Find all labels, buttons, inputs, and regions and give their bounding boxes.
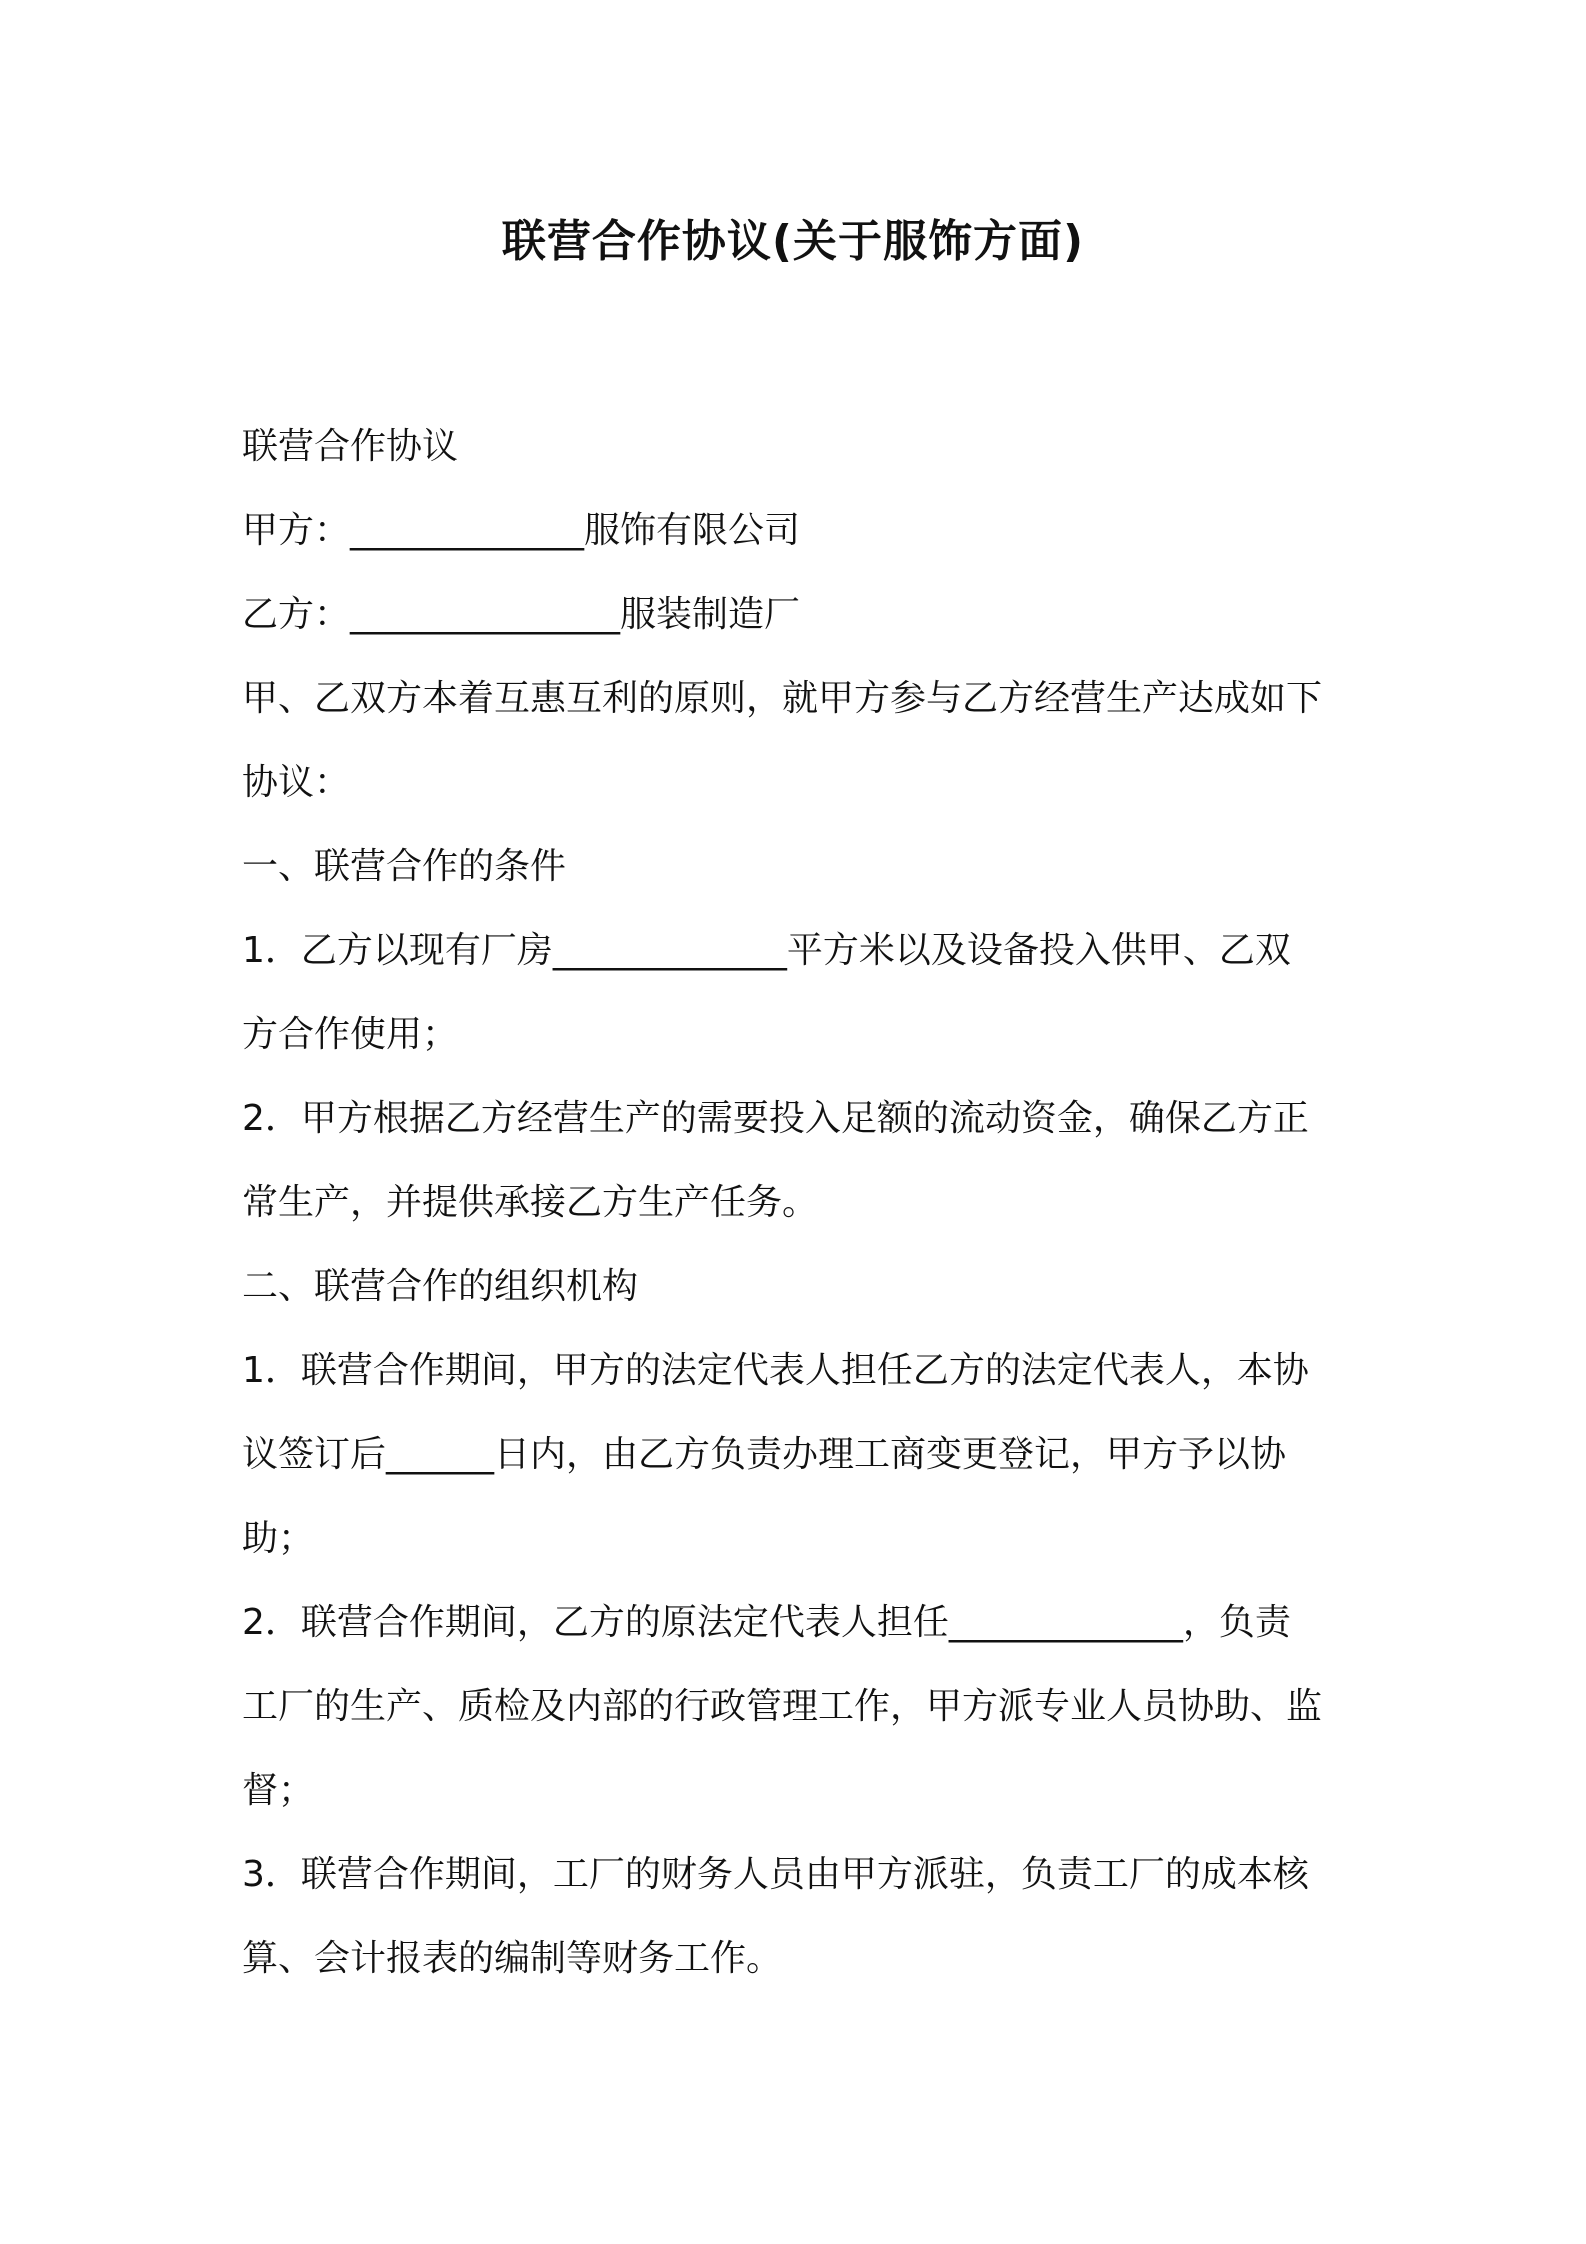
- text-line: 议签订后______日内，由乙方负责办理工商变更登记，甲方予以协: [242, 1434, 1287, 1475]
- text-line: 1．乙方以现有厂房_____________平方米以及设备投入供甲、乙双: [242, 930, 1291, 971]
- text-line: 1．联营合作期间，甲方的法定代表人担任乙方的法定代表人，本协: [242, 1350, 1309, 1391]
- text-line: 工厂的生产、质检及内部的行政管理工作，甲方派专业人员协助、监: [242, 1686, 1323, 1727]
- section-heading: 一、联营合作的条件: [242, 846, 567, 887]
- text-line: 甲、乙双方本着互惠互利的原则，就甲方参与乙方经营生产达成如下: [242, 678, 1323, 719]
- section-heading: 二、联营合作的组织机构: [242, 1266, 639, 1307]
- text-line: 督；: [242, 1770, 315, 1811]
- document-title: 联营合作协议(关于服饰方面): [501, 216, 1085, 267]
- text-line: 甲方：_____________服饰有限公司: [242, 510, 801, 551]
- text-line: 联营合作协议: [242, 426, 459, 467]
- text-line: 2．联营合作期间，乙方的原法定代表人担任_____________，负责: [242, 1602, 1291, 1643]
- text-line: 3．联营合作期间，工厂的财务人员由甲方派驻，负责工厂的成本核: [242, 1854, 1309, 1895]
- text-line: 方合作使用；: [242, 1014, 459, 1055]
- text-line: 协议：: [242, 762, 351, 803]
- text-line: 助；: [242, 1518, 315, 1559]
- document-body: [242, 405, 1362, 2001]
- text-line: 乙方：_______________服装制造厂: [242, 594, 801, 635]
- text-line: 算、会计报表的编制等财务工作。: [242, 1938, 783, 1979]
- text-line: 2．甲方根据乙方经营生产的需要投入足额的流动资金，确保乙方正: [242, 1098, 1309, 1139]
- text-line: 常生产，并提供承接乙方生产任务。: [242, 1182, 819, 1223]
